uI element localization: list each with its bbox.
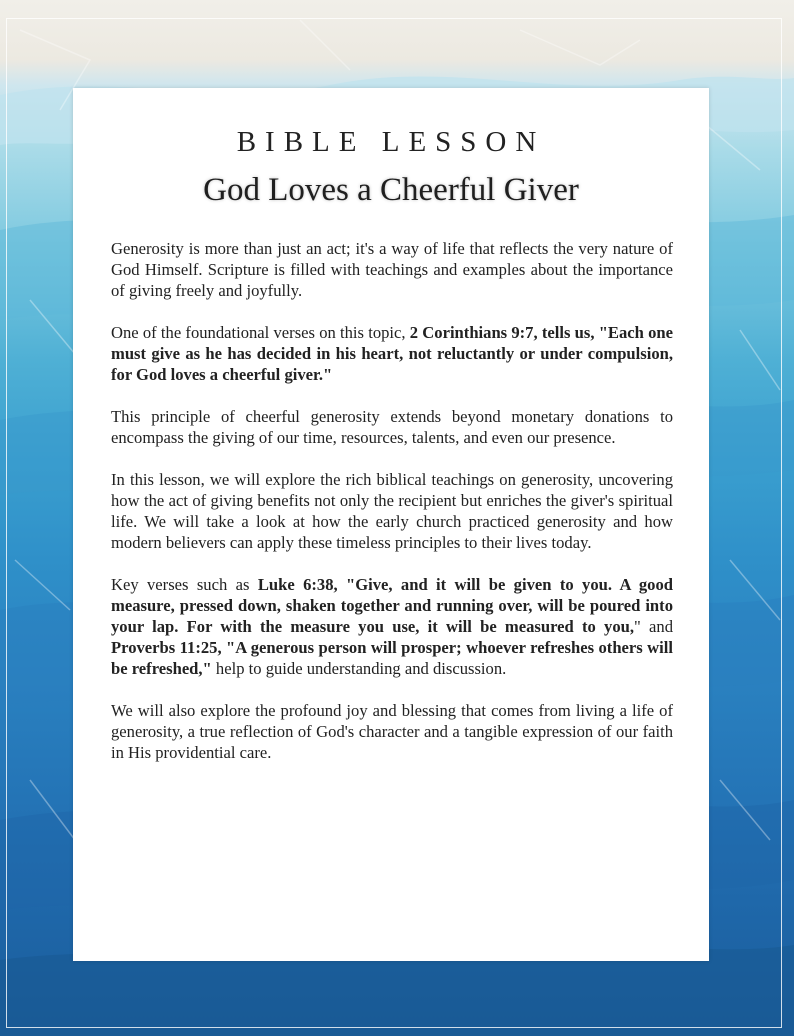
lesson-body <box>111 238 673 784</box>
paragraph-corinthians <box>111 322 673 385</box>
paragraph-corinthians-lead: One of the foundational verses on this topic, <box>111 323 410 342</box>
paragraph-intro: Generosity is more than just an act; it's a way of life that reflects the very nature of God Himself. Scripture is filled with teachings and examples about the importance of giving freely and joyfully. <box>111 239 673 300</box>
lesson-kicker: BIBLE LESSON <box>236 126 546 158</box>
lesson-title: God Loves a Cheerful Giver <box>203 172 579 208</box>
paragraph-principle: This principle of cheerful generosity extends beyond monetary donations to encompass the giving of our time, resources, talents, and even our presence. <box>111 407 673 447</box>
lesson-page <box>73 88 709 961</box>
key-verses-tail: help to guide understanding and discussion. <box>211 659 507 678</box>
paragraph-key-verses <box>111 574 673 679</box>
paragraph-closing: We will also explore the profound joy and blessing that comes from living a life of generosity, a true reflection of God's character and a tangible expression of our faith in His providential care. <box>111 701 673 762</box>
key-verses-mid: " and <box>634 617 674 636</box>
corinthians-verse: 2 Corinthians 9:7, tells us, "Each one must give as he has decided in his heart, not reluctantly or under compulsion, for God loves a cheerful giver." <box>111 323 673 384</box>
luke-verse: Luke 6:38, "Give, and it will be given to you. A good measure, pressed down, shaken together and running over, will be poured into your lap. For with the measure you use, it will be measured to you, <box>111 575 674 636</box>
paragraph-lesson-overview: In this lesson, we will explore the rich biblical teachings on generosity, uncovering how the act of giving benefits not only the recipient but enriches the giver's spiritual life. We will take a look at how the early church practiced generosity and how modern believers can apply these timeless principles to their lives today. <box>111 470 673 552</box>
key-verses-lead: Key verses such as <box>111 575 258 594</box>
proverbs-verse: Proverbs 11:25, "A generous person will prosper; whoever refreshes others will be refreshed," <box>111 638 673 678</box>
